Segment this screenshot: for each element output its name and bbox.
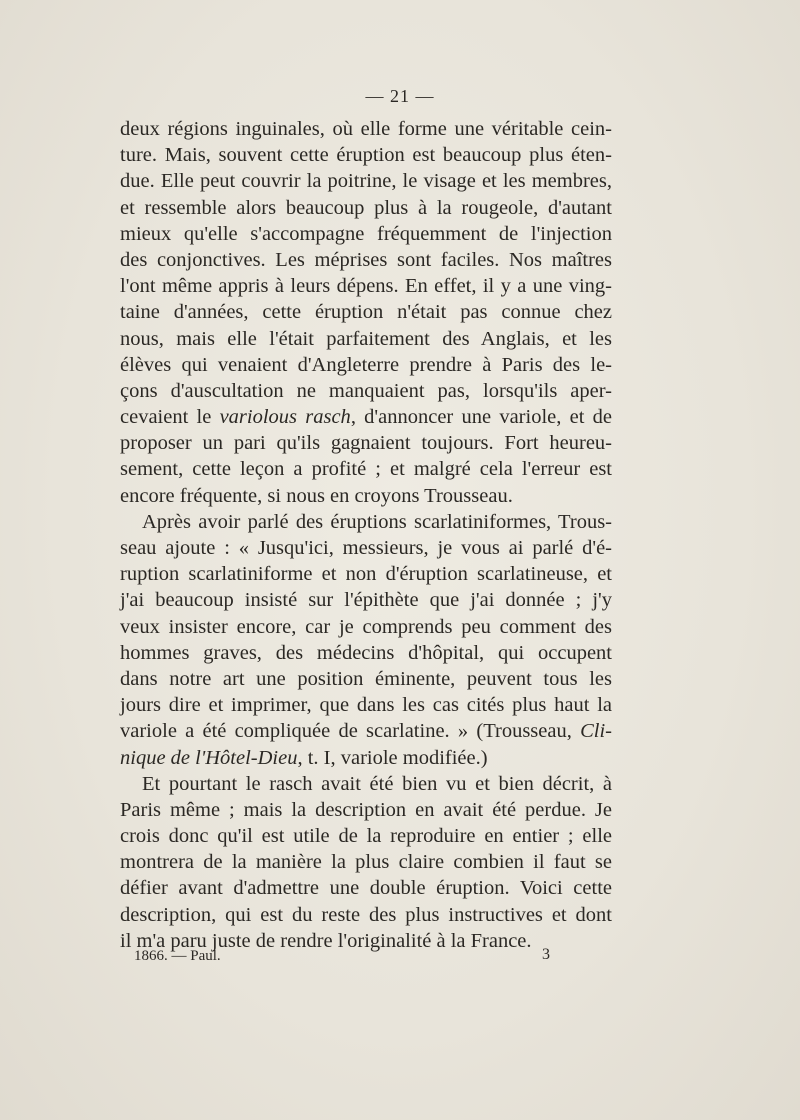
text-line: encore fréquente, si nous en croyons Trousseau. [120,484,513,507]
text-line: mieux qu'elle s'accompagne fréquemment de l'injection [120,222,612,245]
text-line [120,718,612,744]
text-line: défier avant d'admettre une double éruption. Voici cette [120,877,612,900]
text-line [120,404,612,430]
text-line: deux régions inguinales, où elle forme une véritable cein- [120,118,612,140]
body-text [120,116,612,954]
text-line: description, qui est du reste des plus instructives et dont [120,903,612,926]
footer-signature: 1866. — Paul. [134,948,221,964]
text-line: et ressemble alors beaucoup plus à la rougeole, d'autant [120,196,612,219]
text-line: nous, mais elle l'était parfaitement des Anglais, et les [120,327,612,350]
text-line: ture. Mais, souvent cette éruption est beaucoup plus éten- [120,144,612,167]
text-line: dans notre art une position éminente, peuvent tous les [120,667,612,690]
text-segment: variole a été compliquée de scarlatine. » (Trousseau, [120,720,581,743]
text-line: proposer un pari qu'ils gagnaient toujours. Fort heureu- [120,432,612,455]
text-line: Paris même ; mais la description en avait été perdue. Je [120,798,612,821]
text-segment: , t. I, variole modifiée.) [297,746,488,769]
text-line: seau ajoute : « Jusqu'ici, messieurs, je vous ai parlé d'é- [120,537,612,559]
text-line: jours dire et imprimer, que dans les cas cités plus haut la [120,694,612,717]
text-segment: cevaient le [120,406,220,429]
text-line: il m'a paru juste de rendre l'originalité à la France. [120,929,532,952]
text-line: montrera de la manière la plus claire combien il faut se [120,851,612,874]
text-line: veux insister encore, car je comprends peu comment des [120,615,612,638]
text-line [120,745,612,771]
italic-text: Cli- [580,720,612,743]
page-number: — 21 — [365,86,435,106]
text-line: ruption scarlatiniforme et non d'éruption scarlatineuse, et [120,563,612,586]
text-line: hommes graves, des médecins d'hôpital, qui occupent [120,641,612,664]
text-line: çons d'auscultation ne manquaient pas, lorsqu'ils aper- [120,379,612,402]
sheet-number: 3 [542,946,550,963]
text-line: taine d'années, cette éruption n'était pas connue chez [120,301,612,324]
text-line: j'ai beaucoup insisté sur l'épithète que j'ai donnée ; j'y [120,589,612,612]
text-line: sement, cette leçon a profité ; et malgré cela l'erreur est [120,458,612,481]
italic-text: variolous rasch [219,406,351,429]
text-line: des conjonctives. Les méprises sont faciles. Nos maîtres [120,248,612,271]
text-line: crois donc qu'il est utile de la reproduire en entier ; elle [120,825,612,848]
text-line: l'ont même appris à leurs dépens. En effet, il y a une ving- [120,275,612,298]
text-line: Et pourtant le rasch avait été bien vu et bien décrit, à [142,772,612,795]
text-line: élèves qui venaient d'Angleterre prendre à Paris des le- [120,353,612,376]
italic-text: nique de l'Hôtel-Dieu [120,746,298,769]
text-line: Après avoir parlé des éruptions scarlatiniformes, Trous- [142,510,612,533]
text-line: due. Elle peut couvrir la poitrine, le visage et les membres, [120,170,612,193]
text-segment: , d'annoncer une variole, et de [350,406,612,429]
